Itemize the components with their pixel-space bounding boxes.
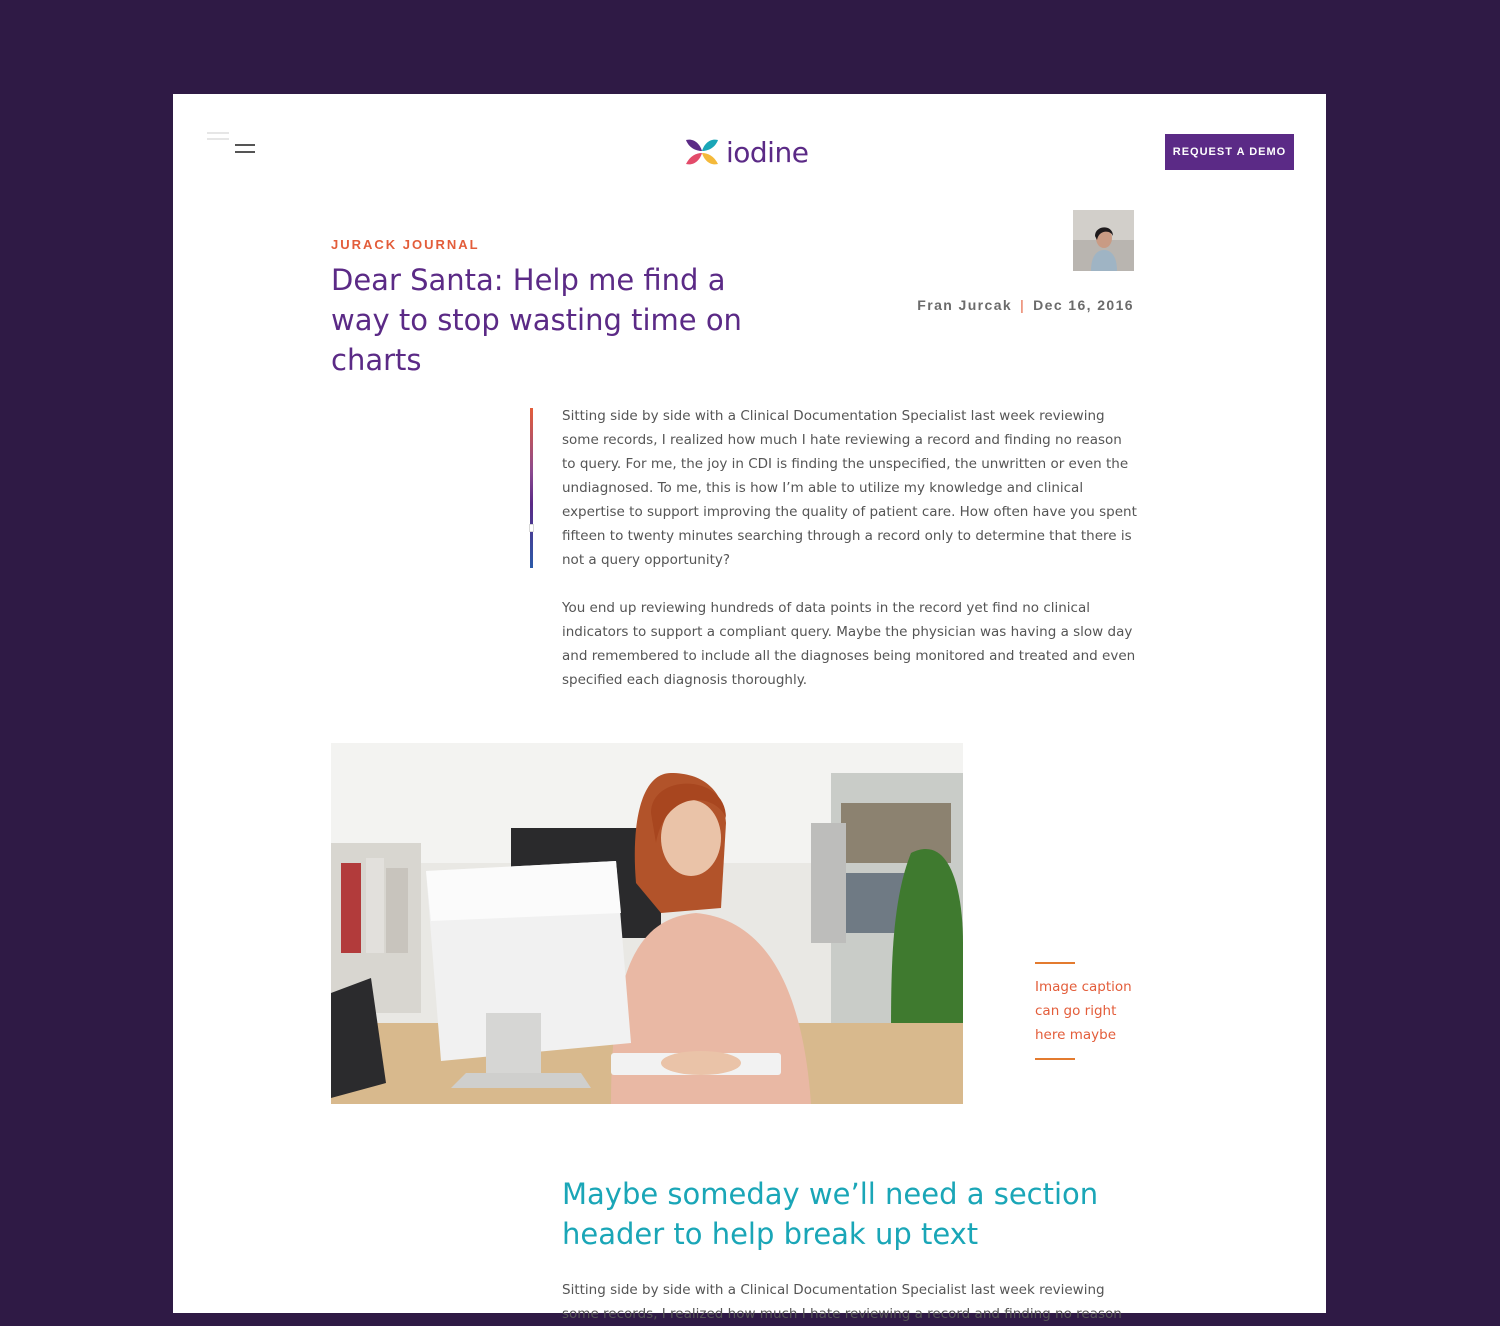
article-image [331,743,963,1104]
woman-at-computer-photo [331,743,963,1104]
iodine-logo[interactable] [684,134,808,170]
request-demo-button[interactable]: REQUEST A DEMO [1165,134,1294,170]
image-caption: Image caption can go right here maybe [1035,979,1132,1043]
article-paragraph-3: Sitting side by side with a Clinical Documentation Specialist last week reviewing some records, I realized how much I hate reviewing a record and finding no reason [562,1282,1122,1322]
author-name[interactable]: Fran Jurcak [917,297,1013,313]
caption-bottom-rule [1035,1058,1075,1060]
article-paragraph-1: Sitting side by side with a Clinical Documentation Specialist last week reviewing some records, I realized how much I hate reviewing a record and finding no reason to query. For me, the joy in CDI is finding the unspecified, the unwritten or even the undiagnosed. To me, this is how I’m able to utilize my knowledge and clinical expertise to support improving the quality of patient care. How often have you spent fifteen to twenty minutes searching through a record only to determine that there is not a query opportunity? [562,408,1137,568]
butterfly-logo-icon [684,134,720,170]
article-byline [902,297,1134,313]
publish-date: Dec 16, 2016 [1033,297,1134,313]
article-title: Dear Santa: Help me find a way to stop wasting time on charts [331,263,742,377]
author-photo [1073,210,1134,271]
page-card [173,94,1326,1322]
article-paragraph-2: You end up reviewing hundreds of data points in the record yet find no clinical indicators to support a compliant query. Maybe the physician was having a slow day and remembered to include all the diagnoses being monitored and treated and even specified each diagnosis thoroughly. [562,600,1136,688]
caption-top-rule [1035,962,1075,964]
accent-line-marker [529,524,534,532]
author-avatar[interactable] [1073,210,1134,271]
hamburger-menu-icon[interactable] [207,132,247,158]
logo-wordmark: iodine [726,135,809,169]
section-header: Maybe someday we’ll need a section header to help break up text [562,1177,1099,1251]
quote-accent-line [530,408,533,568]
byline-separator: | [1020,297,1026,313]
article-kicker[interactable]: JURACK JOURNAL [331,237,480,252]
